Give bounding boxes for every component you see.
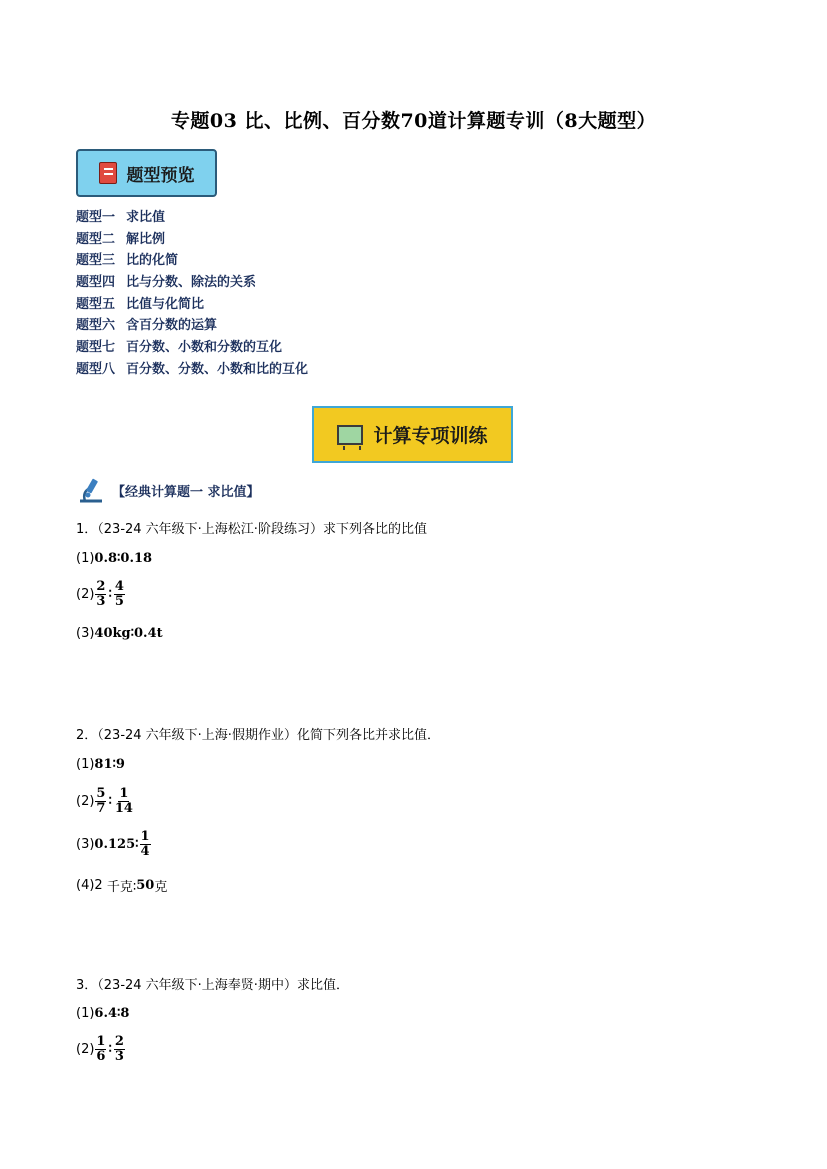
sub-number: (1) (76, 1006, 95, 1021)
toc-item[interactable] (76, 250, 308, 272)
toc-text: 解比例 (126, 231, 166, 247)
section-heading (76, 476, 260, 504)
toc-item[interactable] (76, 359, 308, 381)
sub-number: (1) (76, 757, 95, 772)
unit-text: 千克∶ (106, 880, 137, 895)
sub-question (76, 1006, 129, 1021)
sub-number: (1) (76, 551, 95, 566)
toc-text: 百分数、分数、小数和比的互化 (126, 361, 309, 377)
training-label: 计算专项训练 (373, 425, 488, 447)
page-title: 专题03 比、比例、百分数70道计算题专训（8大题型） (170, 110, 657, 132)
numerator: 1 (140, 829, 150, 844)
book-icon (99, 162, 117, 184)
toc-text: 比的化简 (126, 253, 179, 269)
sub-number: (2) (76, 1042, 95, 1057)
section-label: 【经典计算题一 求比值】 (112, 484, 260, 500)
microscope-icon (76, 476, 106, 504)
toc-tag: 题型六 (76, 318, 116, 334)
sub-question (76, 757, 125, 772)
sub-question (76, 551, 152, 566)
question-stem: 2．（23-24 六年级下·上海·假期作业）化简下列各比并求比值． (76, 728, 440, 743)
toc-text: 比与分数、除法的关系 (126, 275, 257, 291)
table-of-contents (76, 207, 308, 381)
fraction (95, 580, 106, 609)
denominator: 3 (114, 1049, 124, 1064)
toc-item[interactable] (76, 207, 308, 229)
question-stem: 3．（23-24 六年级下·上海奉贤·期中）求比值． (76, 978, 349, 993)
toc-text: 求比值 (126, 210, 166, 225)
ratio-expression: 6.4∶8 (94, 1006, 130, 1021)
sub-question (76, 787, 135, 816)
ratio-expression: 81∶9 (94, 757, 125, 772)
toc-tag: 题型四 (76, 275, 116, 291)
toc-tag: 题型三 (76, 253, 116, 269)
numerator: 1 (119, 786, 129, 801)
sub-number: (3) (76, 626, 95, 641)
blackboard-icon (337, 425, 363, 445)
toc-tag: 题型五 (76, 296, 116, 312)
toc-text: 含百分数的运算 (126, 318, 218, 334)
denominator: 6 (96, 1049, 106, 1064)
ratio-colon: ∶ (108, 1042, 112, 1057)
training-banner (312, 406, 513, 463)
sub-number: (3) (76, 837, 95, 852)
toc-tag: 题型二 (76, 231, 116, 247)
fraction (114, 580, 125, 609)
unit-text: 克 (154, 880, 168, 895)
sub-number: (2) (76, 587, 95, 602)
toc-item[interactable] (76, 229, 308, 251)
sub-number: (4) (76, 878, 95, 893)
toc-item[interactable] (76, 315, 308, 337)
toc-item[interactable] (76, 272, 308, 294)
numerator: 1 (96, 1034, 106, 1049)
quantity-number: 2 (94, 878, 103, 893)
toc-item[interactable] (76, 294, 308, 316)
sub-question (76, 580, 126, 609)
denominator: 7 (96, 801, 106, 816)
sub-number: (2) (76, 794, 95, 809)
fraction (140, 830, 151, 859)
numerator: 5 (96, 786, 106, 801)
fraction (95, 1035, 106, 1064)
ratio-expression: 40kg∶0.4t (94, 626, 163, 641)
ratio-colon: ∶ (108, 587, 112, 602)
sub-question (76, 1035, 126, 1064)
sub-question (76, 626, 163, 641)
question-stem: 1．（23-24 六年级下·上海松江·阶段练习）求下列各比的比值 (76, 522, 427, 537)
numerator: 2 (114, 1034, 124, 1049)
numerator: 4 (114, 579, 124, 594)
toc-tag: 题型一 (76, 210, 116, 225)
ratio-colon: ∶ (108, 794, 112, 809)
numerator: 2 (96, 579, 106, 594)
toc-item[interactable] (76, 337, 308, 359)
preview-banner (76, 149, 217, 197)
sub-question (76, 830, 152, 859)
denominator: 14 (114, 801, 133, 816)
sub-question (76, 876, 167, 895)
preview-label: 题型预览 (126, 165, 195, 186)
ratio-expression: 0.125∶ (94, 837, 139, 852)
denominator: 5 (114, 594, 124, 609)
fraction (95, 787, 106, 816)
toc-tag: 题型八 (76, 361, 116, 377)
fraction (114, 787, 134, 816)
denominator: 3 (96, 594, 106, 609)
toc-tag: 题型七 (76, 340, 116, 356)
quantity-number: 50 (136, 878, 155, 893)
fraction (114, 1035, 125, 1064)
toc-text: 百分数、小数和分数的互化 (126, 340, 283, 356)
denominator: 4 (140, 844, 150, 859)
ratio-expression: 0.8∶0.18 (94, 551, 153, 566)
toc-text: 比值与化简比 (126, 296, 205, 312)
